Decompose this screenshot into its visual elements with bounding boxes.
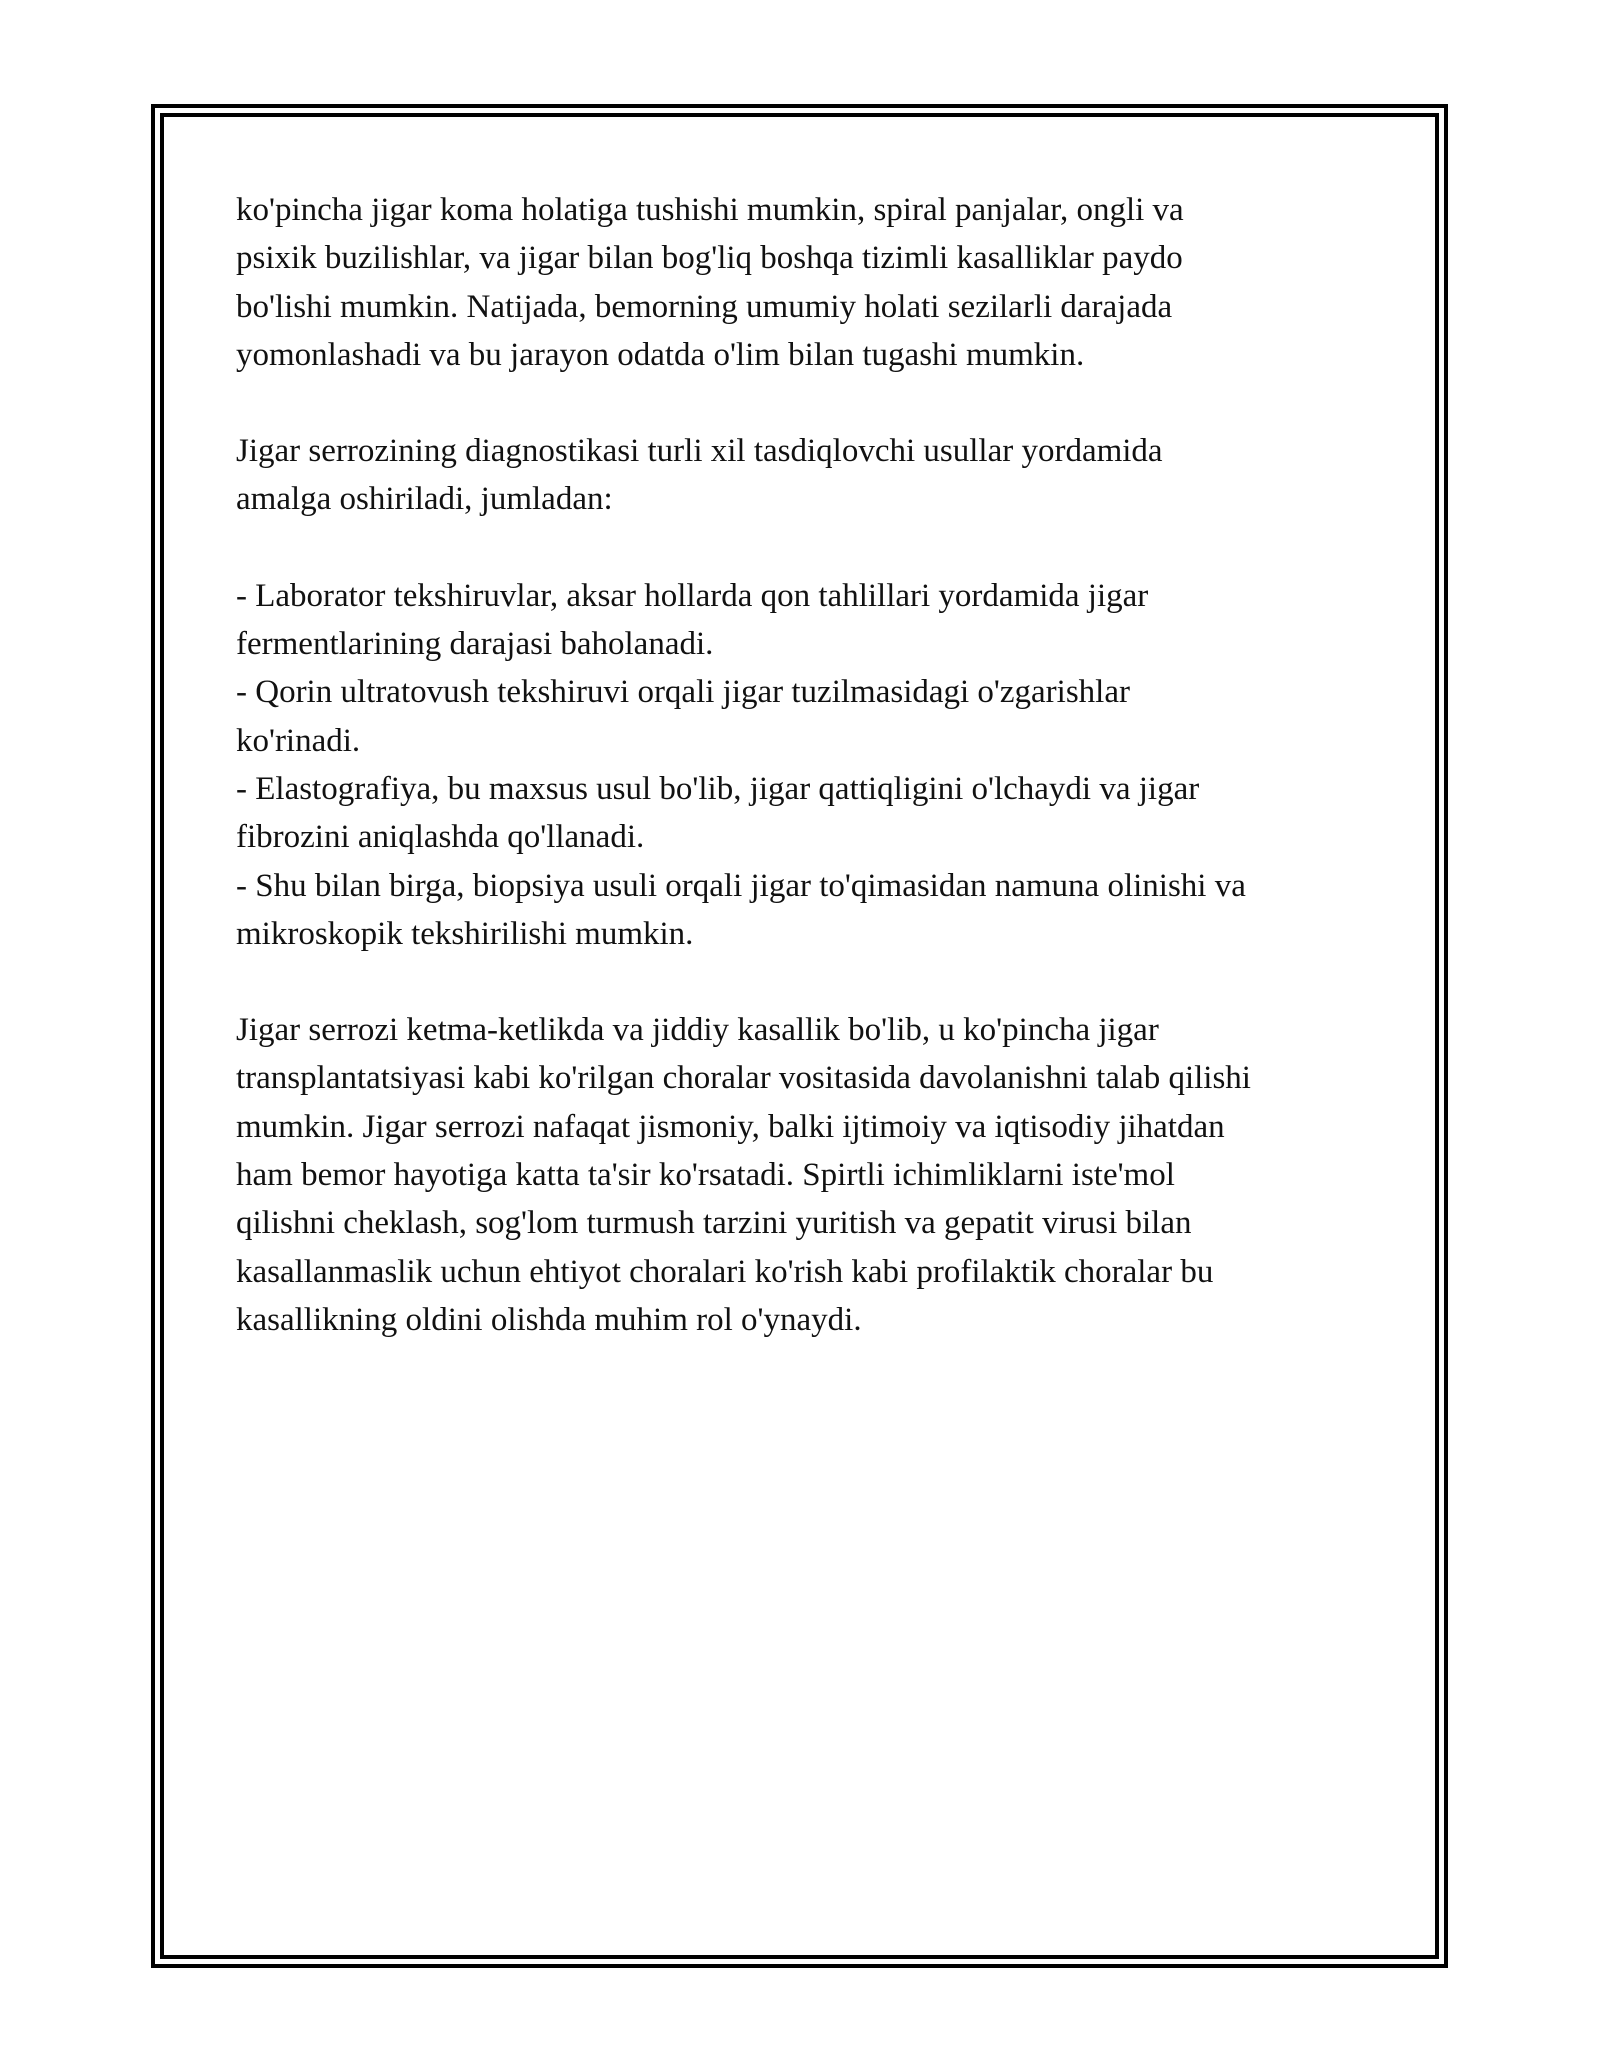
paragraph-gap [236,524,1376,572]
text-line: Jigar serrozi ketma-ketlikda va jiddiy kasallik bo'lib, u ko'pincha jigar [236,1012,1159,1049]
paragraph-1 [236,186,1376,379]
text-line: kasallanmaslik uchun ehtiyot choralari ko'rish kabi profilaktik choralar bu [236,1253,1214,1290]
diagnostics-list [236,572,1376,958]
paragraph-gap [236,958,1376,1006]
text-line: amalga oshiriladi, jumladan: [236,481,613,518]
document-body [236,186,1376,1344]
text-line: psixik buzilishlar, va jigar bilan bog'liq boshqa tizimli kasalliklar paydo [236,240,1183,277]
list-line: - Elastografiya, bu maxsus usul bo'lib, jigar qattiqligini o'lchaydi va jigar [236,770,1200,807]
text-line: ko'pincha jigar koma holatiga tushishi mumkin, spiral panjalar, ongli va [236,192,1184,228]
text-line: ham bemor hayotiga katta ta'sir ko'rsatadi. Spirtli ichimliklarni iste'mol [236,1157,1175,1194]
list-line: ko'rinadi. [236,722,361,759]
list-line: - Shu bilan birga, biopsiya usuli orqali jigar to'qimasidan namuna olinishi va [236,867,1246,904]
list-line: fibrozini aniqlashda qo'llanadi. [236,819,645,856]
list-line: - Laborator tekshiruvlar, aksar hollarda qon tahlillari yordamida jigar [236,577,1149,614]
list-line: mikroskopik tekshirilishi mumkin. [236,915,694,952]
paragraph-gap [236,379,1376,427]
paragraph-3 [236,1006,1376,1344]
text-line: mumkin. Jigar serrozi nafaqat jismoniy, balki ijtimoiy va iqtisodiy jihatdan [236,1108,1225,1145]
list-line: fermentlarining darajasi baholanadi. [236,626,714,663]
text-line: transplantatsiyasi kabi ko'rilgan choralar vositasida davolanishni talab qilishi [236,1060,1251,1097]
text-line: kasallikning oldini olishda muhim rol o'ynaydi. [236,1301,862,1338]
text-line: Jigar serrozining diagnostikasi turli xil tasdiqlovchi usullar yordamida [236,433,1163,470]
paragraph-2 [236,427,1376,524]
text-line: bo'lishi mumkin. Natijada, bemorning umumiy holati sezilarli darajada [236,288,1173,325]
list-line: - Qorin ultratovush tekshiruvi orqali jigar tuzilmasidagi o'zgarishlar [236,674,1130,711]
text-line: yomonlashadi va bu jarayon odatda o'lim bilan tugashi mumkin. [236,336,1085,373]
text-line: qilishni cheklash, sog'lom turmush tarzini yuritish va gepatit virusi bilan [236,1205,1192,1242]
